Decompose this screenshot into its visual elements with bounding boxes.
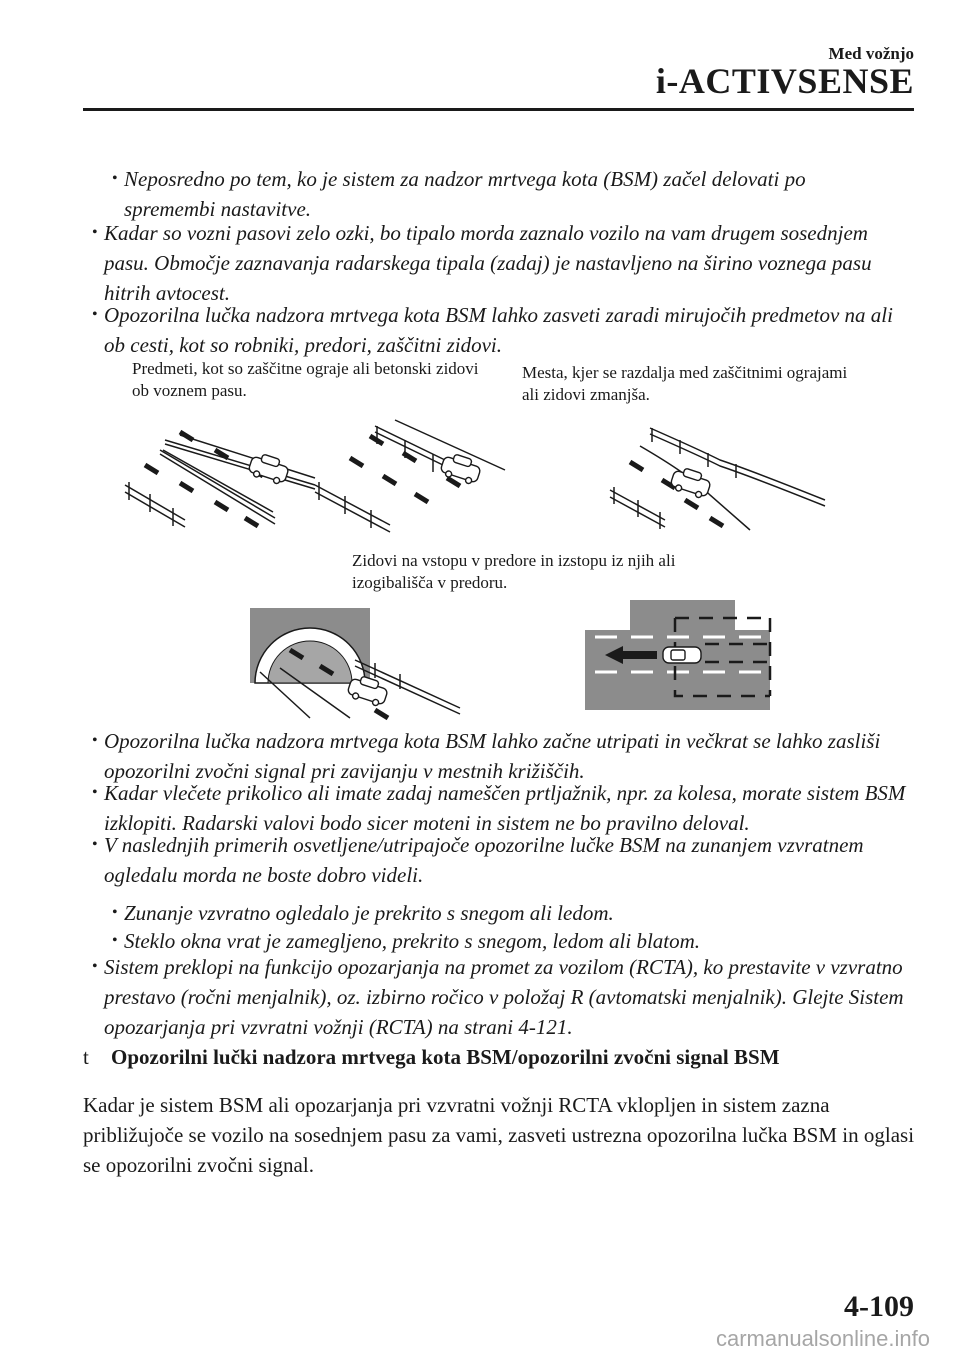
bullet-dot-icon: • — [92, 732, 98, 749]
guardrail-highway-illustration — [125, 420, 325, 540]
header-title: i-ACTIVSENSE — [655, 61, 914, 101]
detection-zone-illustration — [585, 600, 775, 710]
list-item-text: Sistem preklopi na funkcijo opozarjanja na promet za vozilom (RCTA), ko prestavite v vzvratno prestavo (ročni menjalnik), oz. izbirno ročico v položaj R (avtomatski menjalnik). Glejte Sistem opozarjanja pri vzvratni vožnji (RCTA) na strani 4-121. — [104, 955, 904, 1039]
header-rule — [83, 108, 914, 111]
watermark: carmanualsonline.info — [715, 1326, 930, 1351]
tunnel-illustration — [250, 608, 470, 718]
bullet-dot-icon: • — [112, 932, 118, 949]
list-item-text: Kadar vlečete prikolico ali imate zadaj nameščen prtljažnik, npr. za kolesa, morate sistem BSM izklopiti. Radarski valovi bodo sicer moteni in sistem ne bo pravilno deloval. — [104, 781, 906, 835]
list-item — [112, 898, 904, 928]
list-item-text: Zunanje vzvratno ogledalo je prekrito s snegom ali ledom. — [124, 901, 614, 925]
caption-guardrails: Predmeti, kot so zaščitne ograje ali betonski zidovi ob voznem pasu. — [132, 359, 479, 400]
list-item — [92, 300, 914, 360]
bullet-dot-icon: • — [112, 170, 118, 187]
section-body: Kadar je sistem BSM ali opozarjanja pri vzvratni vožnji RCTA vklopljen in sistem zazna približujoče se vozilo na sosednjem pasu za vami, zasveti ustrezna opozorilna lučka BSM in oglasi se opozorilni zvočni signal. — [83, 1093, 915, 1177]
section-heading-text: Opozorilni lučki nadzora mrtvega kota BSM/opozorilni zvočni signal BSM — [111, 1045, 780, 1069]
bullet-dot-icon: • — [112, 904, 118, 921]
list-item-text: Kadar so vozni pasovi zelo ozki, bo tipalo morda zaznalo vozilo na vam drugem sosednjem pasu. Območje zaznavanja radarskega tipala (zadaj) je nastavljeno na širino voznega pasu hitrih avtocest. — [104, 221, 872, 305]
bullet-dot-icon: • — [92, 306, 98, 323]
bullet-dot-icon: • — [92, 784, 98, 801]
list-item — [92, 952, 919, 1042]
section-marker-icon: t — [83, 1045, 89, 1069]
section-heading — [83, 1045, 780, 1070]
list-item — [92, 830, 919, 890]
page-number: 4-109 — [844, 1290, 914, 1323]
caption-tunnel: Zidovi na vstopu v predore in izstopu iz njih ali izogibališča v predoru. — [352, 551, 676, 592]
list-item — [92, 218, 914, 308]
list-item — [92, 726, 904, 786]
list-item-text: V naslednjih primerih osvetljene/utripajoče opozorilne lučke BSM na zunanjem vzvratnem ogledalu morda ne boste dobro videli. — [104, 833, 864, 887]
list-item-text: Opozorilna lučka nadzora mrtvega kota BSM lahko začne utripati in večkrat se lahko zasliši opozorilni zvočni signal pri zavijanju v mestnih križiščih. — [104, 729, 881, 783]
list-item-text: Opozorilna lučka nadzora mrtvega kota BSM lahko zasveti zaradi mirujočih predmetov na ali ob cesti, kot so robniki, predori, zaščitni zidovi. — [104, 303, 893, 357]
bullet-dot-icon: • — [92, 836, 98, 853]
list-item-text: Steklo okna vrat je zamegljeno, prekrito s snegom, ledom ali blatom. — [124, 929, 701, 953]
narrowing-guardrail-illustration — [610, 420, 830, 540]
double-guardrail-illustration — [315, 420, 515, 540]
list-item — [112, 164, 884, 224]
bullet-dot-icon: • — [92, 958, 98, 975]
bullet-dot-icon: • — [92, 224, 98, 241]
header-section-label: Med vožnjo — [828, 44, 914, 63]
caption-narrowing: Mesta, kjer se razdalja med zaščitnimi ograjami ali zidovi zmanjša. — [522, 363, 848, 404]
list-item-text: Neposredno po tem, ko je sistem za nadzor mrtvega kota (BSM) začel delovati po spremembi nastavitve. — [124, 167, 806, 221]
list-item — [92, 778, 919, 838]
